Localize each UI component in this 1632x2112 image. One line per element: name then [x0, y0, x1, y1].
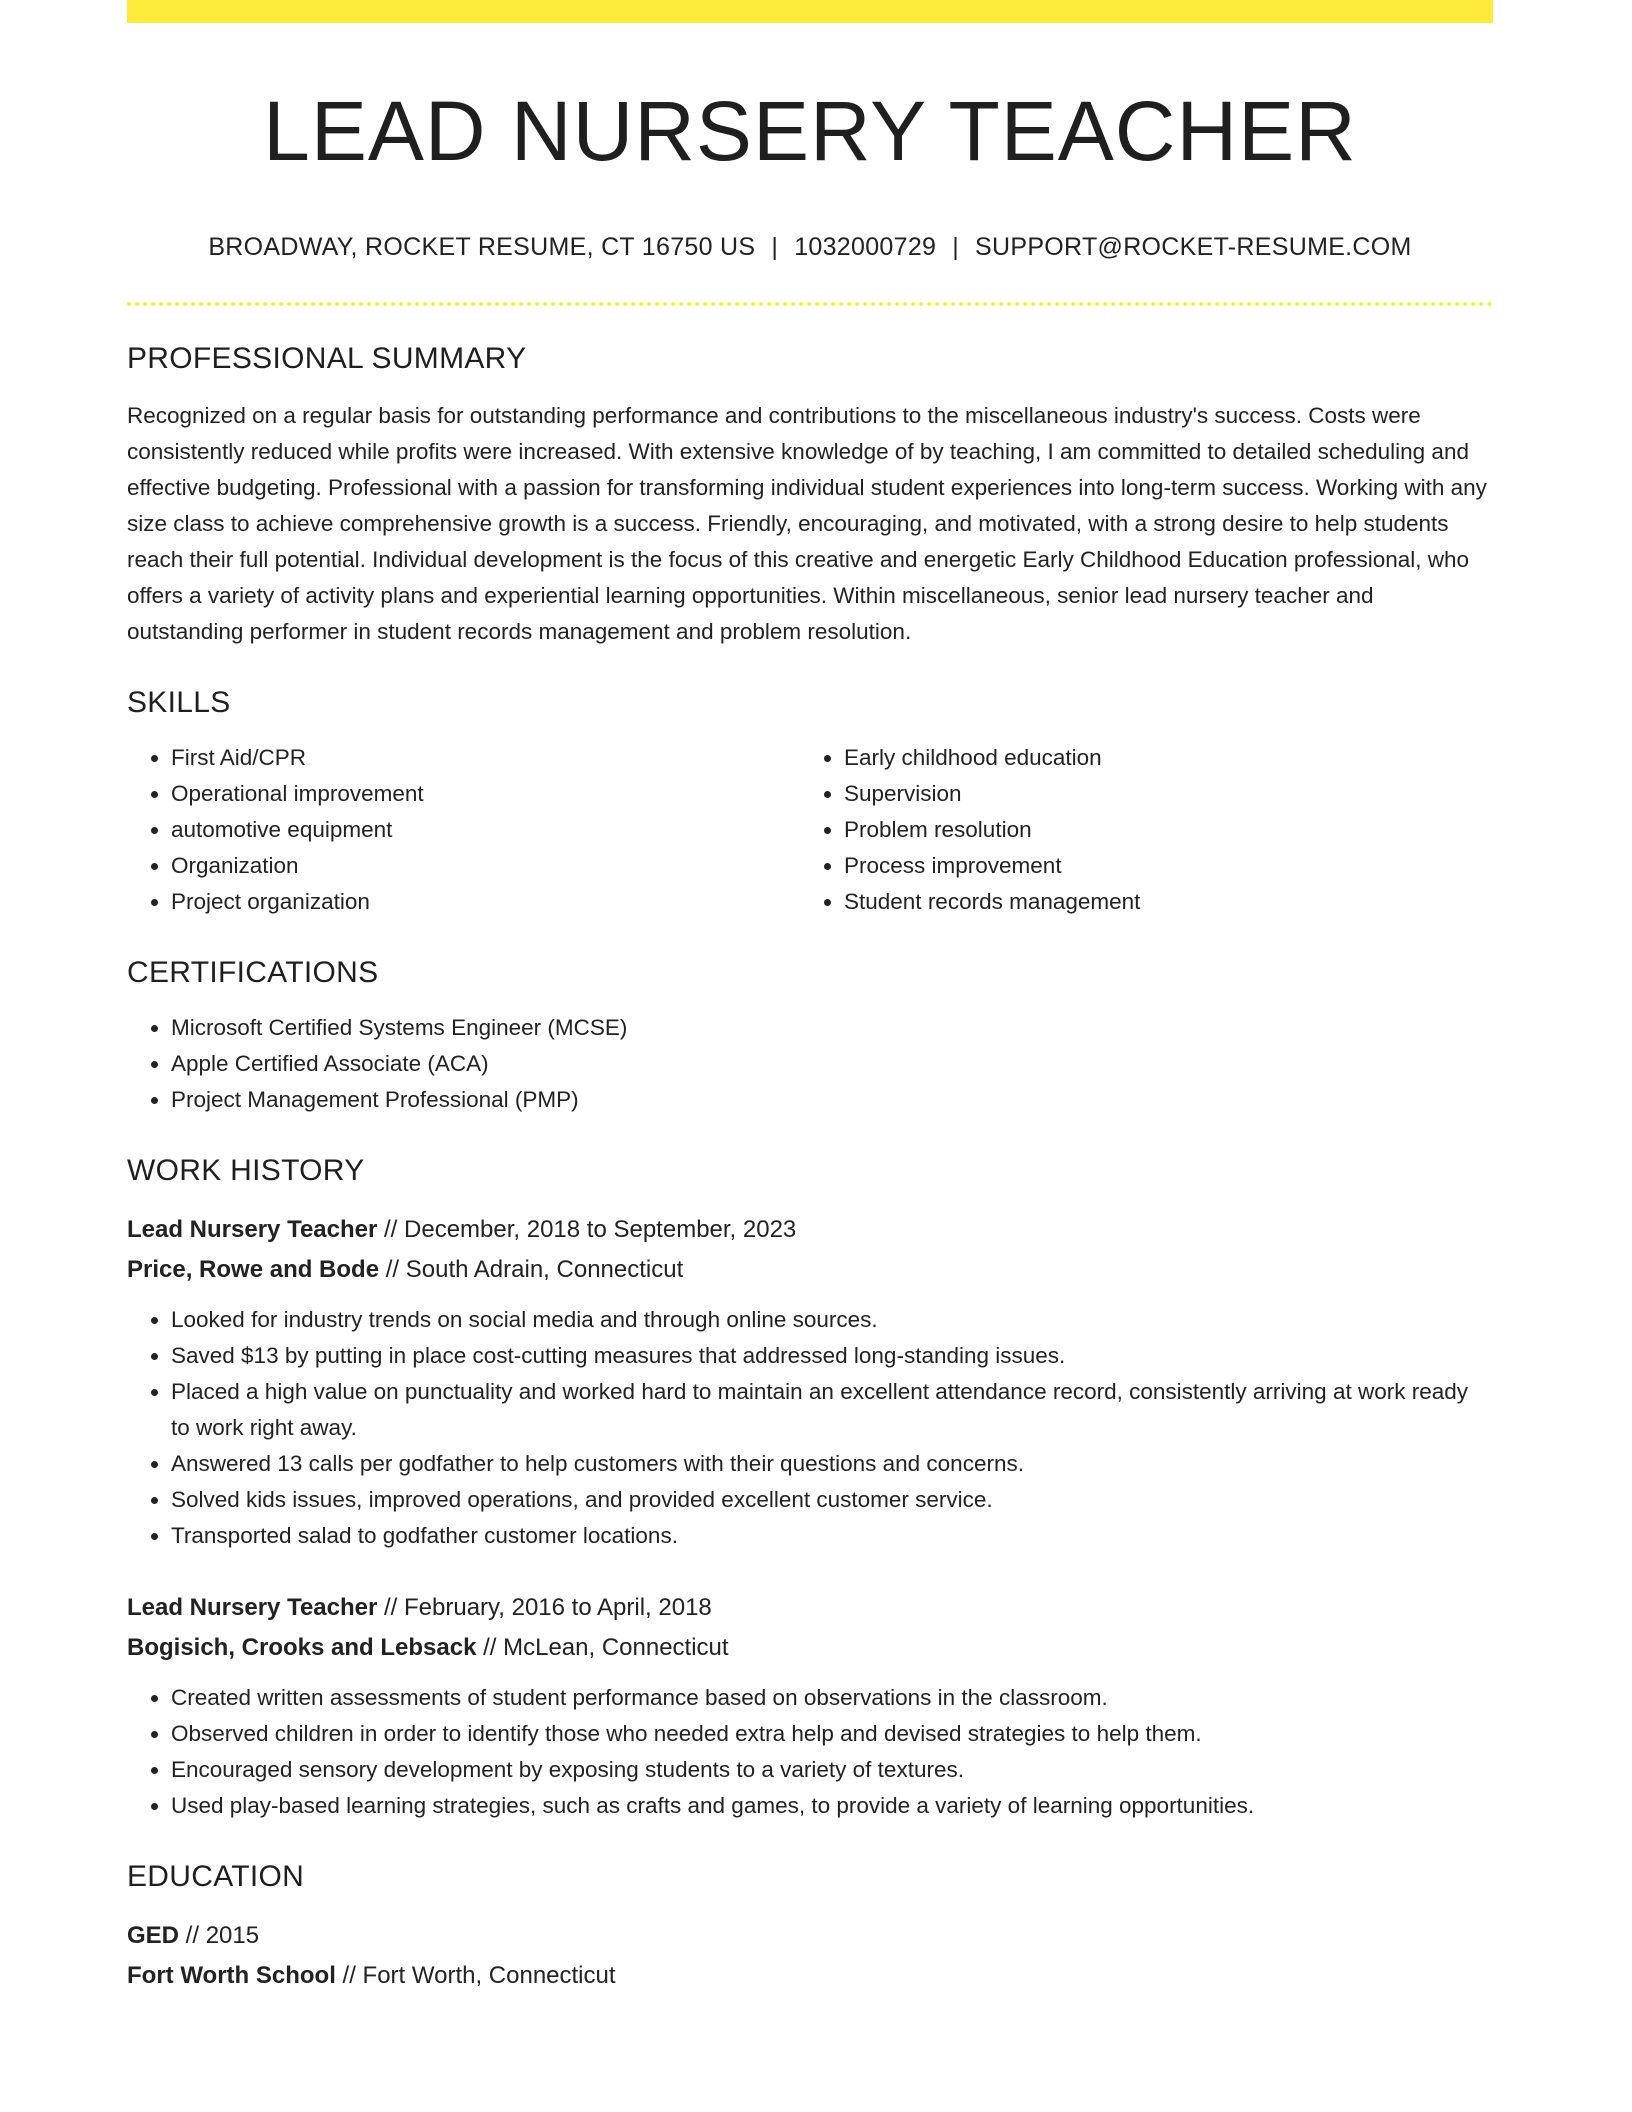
skill-item: • Organization [171, 848, 800, 884]
job-duty: • Answered 13 calls per godfather to help customers with their questions and concerns. [171, 1446, 1493, 1482]
skill-item: • Early childhood education [844, 740, 1473, 776]
skill-item: • Process improvement [844, 848, 1473, 884]
job-duty: • Encouraged sensory development by exposing students to a variety of textures. [171, 1752, 1493, 1788]
job-entry [127, 1210, 1493, 1554]
job-company: Price, Rowe and Bode [127, 1256, 380, 1284]
certifications-section [127, 956, 1493, 1118]
job-location: // McLean, Connecticut [476, 1634, 729, 1662]
contact-line [127, 233, 1493, 262]
job-dates: // December, 2018 to September, 2023 [377, 1216, 797, 1244]
education-heading: EDUCATION [127, 1860, 305, 1894]
top-accent-bar [127, 0, 1493, 23]
education-entry [127, 1916, 1493, 1996]
job-location: // South Adrain, Connecticut [379, 1256, 684, 1284]
resume-page [127, 0, 1493, 1996]
skills-heading: SKILLS [127, 686, 231, 720]
job-role: Lead Nursery Teacher [127, 1594, 378, 1622]
education-section [127, 1860, 1493, 1996]
contact-email: SUPPORT@ROCKET-RESUME.COM [975, 233, 1412, 262]
certifications-heading: CERTIFICATIONS [127, 956, 379, 990]
education-school: Fort Worth School [127, 1962, 336, 1990]
skills-grid [127, 740, 1493, 920]
job-duty: • Placed a high value on punctuality and worked hard to maintain an excellent attendance record, consistently arriving at work ready to work right away. [171, 1374, 1493, 1446]
job-duty: • Used play-based learning strategies, such as crafts and games, to provide a variety of learning opportunities. [171, 1788, 1493, 1824]
dotted-divider [127, 302, 1493, 306]
job-company: Bogisich, Crooks and Lebsack [127, 1634, 477, 1662]
education-year: // 2015 [179, 1922, 260, 1950]
skill-item: • Operational improvement [171, 776, 800, 812]
skill-item: • Student records management [844, 884, 1473, 920]
skills-list-right [800, 740, 1473, 920]
contact-separator: | [771, 233, 779, 262]
skill-item: • automotive equipment [171, 812, 800, 848]
job-company-line [127, 1628, 1493, 1668]
job-role: Lead Nursery Teacher [127, 1216, 378, 1244]
skills-section [127, 686, 1493, 920]
work-history-section [127, 1154, 1493, 1824]
job-title-line [127, 1210, 1493, 1250]
skill-item: • Supervision [844, 776, 1473, 812]
contact-separator: | [952, 233, 960, 262]
skill-item: • First Aid/CPR [171, 740, 800, 776]
education-school-line [127, 1956, 1493, 1996]
education-degree: GED [127, 1922, 180, 1950]
skill-item: • Problem resolution [844, 812, 1473, 848]
resume-name: LEAD NURSERY TEACHER [263, 84, 1357, 178]
job-company-line [127, 1250, 1493, 1290]
job-dates: // February, 2016 to April, 2018 [377, 1594, 712, 1622]
certification-item: • Project Management Professional (PMP) [171, 1082, 1493, 1118]
job-duty: • Saved $13 by putting in place cost-cutting measures that addressed long-standing issues. [171, 1338, 1493, 1374]
job-duty: • Created written assessments of student performance based on observations in the classroom. [171, 1680, 1493, 1716]
education-degree-line [127, 1916, 1493, 1956]
summary-heading: PROFESSIONAL SUMMARY [127, 342, 527, 376]
job-entry [127, 1588, 1493, 1824]
skills-list-left [127, 740, 800, 920]
job-duties-list [127, 1302, 1493, 1554]
contact-address: BROADWAY, ROCKET RESUME, CT 16750 US [208, 233, 756, 262]
job-duties-list [127, 1680, 1493, 1824]
contact-phone: 1032000729 [794, 233, 937, 262]
certification-item: • Microsoft Certified Systems Engineer (MCSE) [171, 1010, 1493, 1046]
job-duty: • Transported salad to godfather customer locations. [171, 1518, 1493, 1554]
certification-item: • Apple Certified Associate (ACA) [171, 1046, 1493, 1082]
job-duty: • Looked for industry trends on social media and through online sources. [171, 1302, 1493, 1338]
summary-section [127, 342, 1493, 650]
job-title-line [127, 1588, 1493, 1628]
work-history-heading: WORK HISTORY [127, 1154, 365, 1188]
job-duty: • Solved kids issues, improved operations, and provided excellent customer service. [171, 1482, 1493, 1518]
job-duty: • Observed children in order to identify those who needed extra help and devised strategies to help them. [171, 1716, 1493, 1752]
education-location: // Fort Worth, Connecticut [335, 1962, 616, 1990]
certifications-list [127, 1010, 1493, 1118]
summary-text: Recognized on a regular basis for outstanding performance and contributions to the miscellaneous industry's success. Costs were consistently reduced while profits were increased. With extensive knowledge of by teaching, I am committed to detailed scheduling and effective budgeting. Professional with a passion for transforming individual student experiences into long-term success. Working with any size class to achieve comprehensive growth is a success. Friendly, encouraging, and motivated, with a strong desire to help students reach their full potential. Individual development is the focus of this creative and energetic Early Childhood Education professional, who offers a variety of activity plans and experiential learning opportunities. Within miscellaneous, senior lead nursery teacher and outstanding performer in student records management and problem resolution. [127, 403, 1487, 645]
skill-item: • Project organization [171, 884, 800, 920]
